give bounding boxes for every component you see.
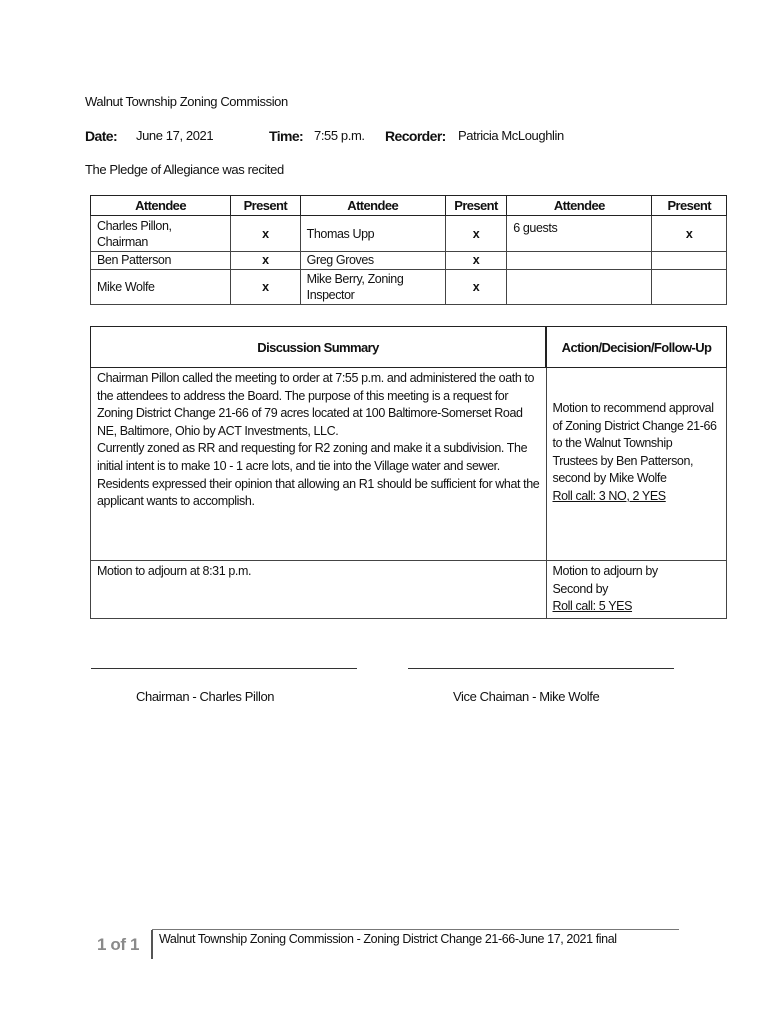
action-text: Motion to recommend approval of Zoning District Change 21-66 to the Walnut Township Trustees by Ben Patterson, second by Mike Wolfe <box>552 401 717 486</box>
time-label: Time: <box>269 128 304 144</box>
attendee-name <box>507 252 652 270</box>
attendee-name: Mike Berry, Zoning Inspector <box>300 270 445 305</box>
present-mark: x <box>445 270 506 305</box>
attendance-header: Attendee <box>507 196 652 216</box>
signature-name-chairman: Chairman - Charles Pillon <box>136 689 275 704</box>
present-mark <box>652 252 727 270</box>
present-mark <box>652 270 727 305</box>
attendance-row <box>91 216 727 252</box>
organization-title: Walnut Township Zoning Commission <box>85 94 288 109</box>
signature-name-vice-chairman: Vice Chaiman - Mike Wolfe <box>453 689 600 704</box>
present-mark: x <box>231 252 301 270</box>
attendance-header: Attendee <box>91 196 231 216</box>
attendance-table <box>90 195 727 305</box>
action-text: Second by <box>552 581 608 596</box>
discussion-summary: Motion to adjourn at 8:31 p.m. <box>91 561 547 619</box>
attendance-row <box>91 270 727 305</box>
attendee-name: Ben Patterson <box>91 252 231 270</box>
attendee-name: Greg Groves <box>300 252 445 270</box>
attendee-name: Thomas Upp <box>300 216 445 252</box>
roll-call: Roll call: 3 NO, 2 YES <box>552 488 666 503</box>
present-mark: x <box>445 216 506 252</box>
attendee-name: 6 guests <box>507 216 652 252</box>
page-number: 1 of 1 <box>97 935 140 954</box>
discussion-table <box>90 326 727 619</box>
discussion-summary-header: Discussion Summary <box>91 327 547 368</box>
attendance-header-row <box>91 196 727 216</box>
time-value: 7:55 p.m. <box>314 128 365 143</box>
present-mark: x <box>445 252 506 270</box>
action-cell <box>546 368 727 561</box>
discussion-row <box>91 368 727 561</box>
attendee-name <box>507 270 652 305</box>
present-mark: x <box>231 270 301 305</box>
recorder-label: Recorder: <box>385 128 446 144</box>
present-mark: x <box>231 216 301 252</box>
discussion-summary: Chairman Pillon called the meeting to order at 7:55 p.m. and administered the oath to the attendees to address the Board. The purpose of this meeting is a request for Zoning District Change 21-66 of 79 acres located at 100 Baltimore-Somerset Road NE, Baltimore, Ohio by ACT Investments, LLC. Currently zoned as RR and requesting for R2 zoning and make it a subdivision. The initial intent is to make 10 - 1 acre lots, and tie into the Village water and sewer. Residents expressed their opinion that allowing an R1 should be sufficient for what the applicant wants to accomplish. <box>91 368 547 561</box>
attendee-name: Charles Pillon, Chairman <box>91 216 231 252</box>
recorder-value: Patricia McLoughlin <box>458 128 564 143</box>
footer-separator <box>151 930 153 959</box>
attendance-header: Present <box>231 196 301 216</box>
date-value: June 17, 2021 <box>136 128 214 143</box>
action-text: Motion to adjourn by <box>552 564 658 578</box>
signature-line <box>408 668 674 669</box>
attendance-row <box>91 252 727 270</box>
discussion-row <box>91 561 727 619</box>
roll-call: Roll call: 5 YES <box>552 599 633 614</box>
footer-text: Walnut Township Zoning Commission - Zoning District Change 21-66-June 17, 2021 final <box>159 932 617 946</box>
attendance-header: Attendee <box>300 196 445 216</box>
discussion-header-row <box>91 327 727 368</box>
attendee-name: Mike Wolfe <box>91 270 231 305</box>
attendance-header: Present <box>445 196 506 216</box>
attendance-header: Present <box>652 196 727 216</box>
action-cell <box>546 561 727 619</box>
action-header: Action/Decision/Follow-Up <box>546 327 727 368</box>
footer-divider <box>152 929 679 930</box>
date-label: Date: <box>85 128 118 144</box>
pledge-note: The Pledge of Allegiance was recited <box>85 162 284 177</box>
signature-line <box>91 668 357 669</box>
present-mark: x <box>652 216 727 252</box>
